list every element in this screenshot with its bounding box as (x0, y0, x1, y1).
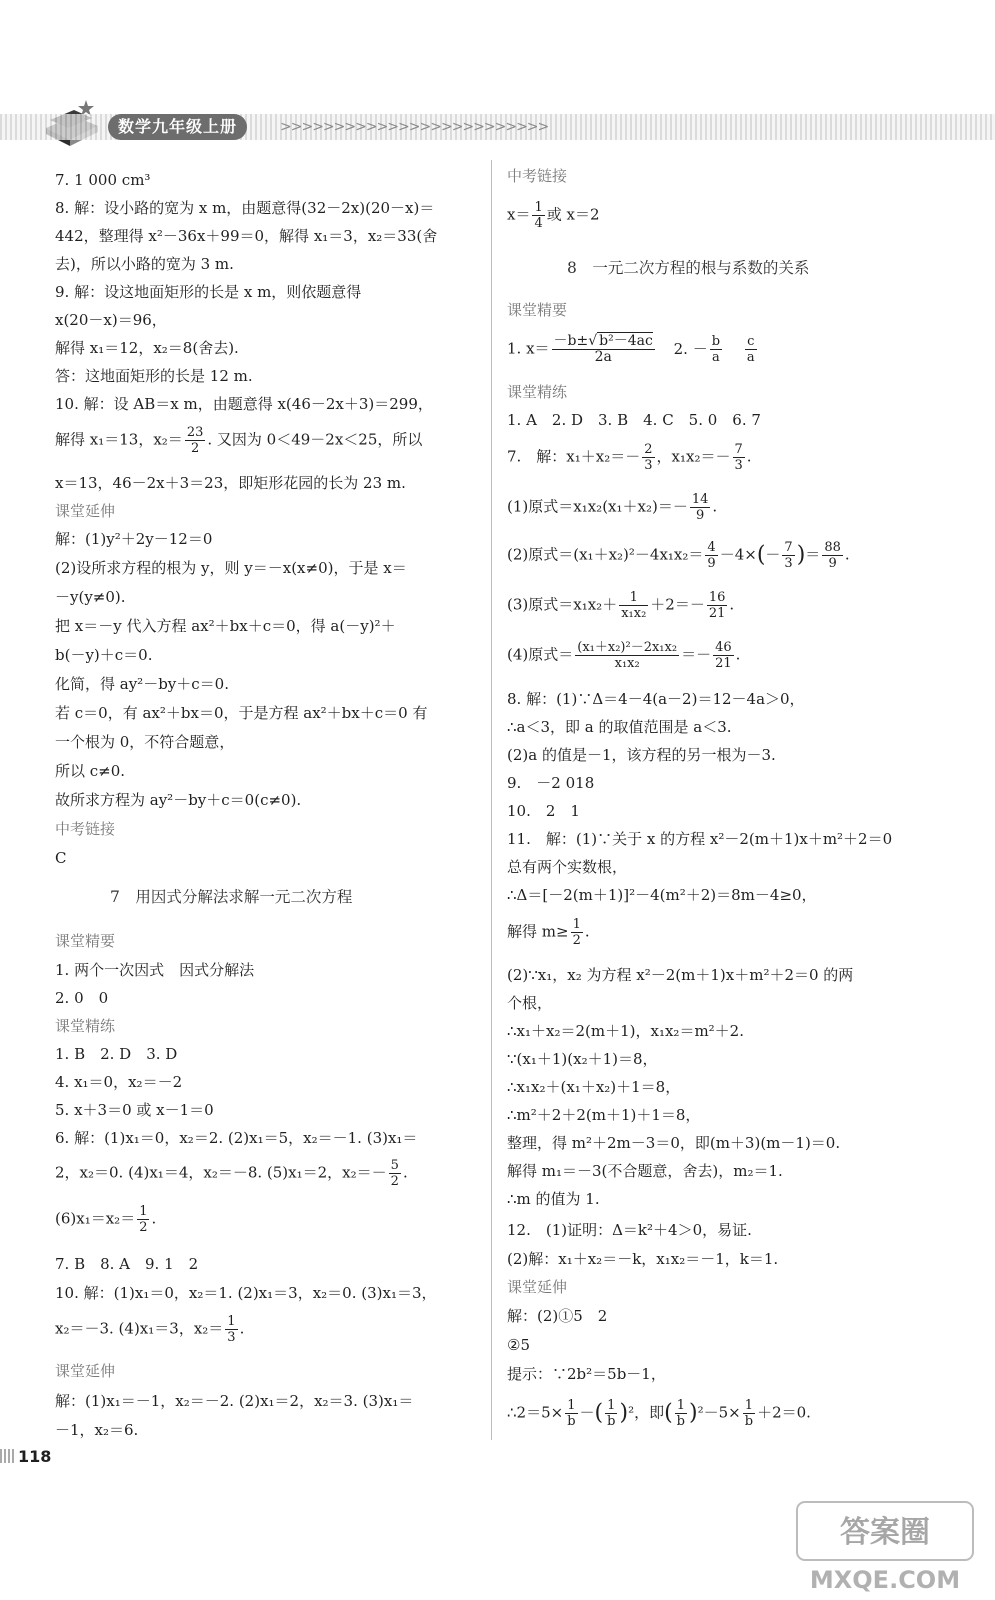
answer-line: 7. 1 000 cm³ (55, 171, 151, 189)
answer-line: (1)原式＝x₁x₂(x₁＋x₂)＝－ $\frac{14}{9}$ . (507, 492, 718, 523)
answer-line: －1，x₂＝6. (55, 1421, 139, 1439)
section-heading: 课堂精要 (507, 301, 568, 319)
answer-line: ∴x₁＋x₂＝2(m＋1)，x₁x₂＝m²＋2. (507, 1022, 744, 1040)
answer-line: 个根， (507, 994, 553, 1012)
section-heading: 中考链接 (55, 820, 116, 838)
watermark-text: 答案圈 (840, 1515, 930, 1550)
lesson-title: 7 用因式分解法求解一元二次方程 (110, 888, 353, 906)
page-header (0, 98, 995, 150)
answer-line: (2)∵x₁，x₂ 为方程 x²－2(m＋1)x＋m²＋2＝0 的两 (507, 966, 854, 984)
answer-line: 去)，所以小路的宽为 3 m. (55, 255, 234, 273)
section-heading: 课堂延伸 (55, 1362, 116, 1380)
answer-line: 答：这地面矩形的长是 12 m. (55, 367, 253, 385)
answer-line: 9. －2 018 (507, 774, 595, 792)
lesson-title: 8 一元二次方程的根与系数的关系 (567, 259, 810, 277)
answer-line: (2)原式＝(x₁＋x₂)²－4x₁x₂＝ $\frac{4}{9}$ －4×(－ $\frac{7}{3}$ )＝ $\frac{88}{9}$ . (507, 540, 850, 571)
answer-line: 10. 解：(1)x₁＝0，x₂＝1. (2)x₁＝3，x₂＝0. (3)x₁＝3， (55, 1284, 437, 1302)
answer-line: ∴a＜3，即 a 的取值范围是 a＜3. (507, 718, 732, 736)
answer-line: ∴Δ＝[－2(m＋1)]²－4(m²＋2)＝8m－4≥0， (507, 886, 817, 904)
answer-line: 11. 解：(1)∵关于 x 的方程 x²－2(m＋1)x＋m²＋2＝0 (507, 830, 893, 848)
answer-line: 1. A 2. D 3. B 4. C 5. 0 6. 7 (507, 411, 761, 429)
answer-line: 若 c＝0，有 ax²＋bx＝0，于是方程 ax²＋bx＋c＝0 有 (55, 704, 428, 722)
answer-line: 解得 x₁＝12，x₂＝8(舍去). (55, 339, 239, 357)
section-heading: 课堂精要 (55, 932, 116, 950)
answer-line: 1. 两个一次因式 因式分解法 (55, 961, 255, 979)
answer-line: (3)原式＝x₁x₂＋ $\frac{1}{\text{x₁x₂}}$ ＋2＝－ $\frac{16}{21}$ . (507, 590, 735, 621)
section-heading: 课堂精练 (507, 383, 568, 401)
answer-line: 故所求方程为 ay²－by＋c＝0(c≠0). (55, 791, 302, 809)
section-heading: 课堂精练 (55, 1017, 116, 1035)
answer-line: (2)设所求方程的根为 y，则 y＝－x(x≠0)，于是 x＝ (55, 559, 407, 577)
answer-line: 解得 m≥ $\frac{1}{2}$ . (507, 917, 590, 948)
answer-line: x＝13，46－2x＋3＝23，即矩形花园的长为 23 m. (55, 474, 406, 492)
page-number: 118 (18, 1447, 52, 1466)
answer-line: 把 x＝－y 代入方程 ax²＋bx＋c＝0，得 a(－y)²＋ (55, 617, 396, 635)
answer-line: 解：(2)①5 2 (507, 1307, 608, 1325)
answer-line: ∴m²＋2＋2(m＋1)＋1＝8， (507, 1106, 701, 1124)
answer-line: 4. x₁＝0，x₂＝－2 (55, 1073, 183, 1091)
section-heading: 中考链接 (507, 167, 568, 185)
answer-line: 化简，得 ay²－by＋c＝0. (55, 675, 229, 693)
answer-line: (6)x₁＝x₂＝ $\frac{1}{2}$ . (55, 1204, 157, 1235)
answer-line: 提示：∵2b²＝5b－1， (507, 1365, 666, 1383)
answer-line: 整理，得 m²＋2m－3＝0，即(m＋3)(m－1)＝0. (507, 1134, 841, 1152)
answer-line: －y(y≠0). (55, 588, 126, 606)
answer-line: 一个根为 0，不符合题意， (55, 733, 235, 751)
column-divider (491, 160, 492, 1440)
answer-line: 解得 m₁＝－3(不合题意，舍去)，m₂＝1. (507, 1162, 783, 1180)
answer-line: C (55, 849, 67, 867)
answer-line: 总有两个实数根， (507, 858, 628, 876)
answer-line: x＝ $\frac{1}{4}$ 或 x＝2 (507, 200, 600, 231)
section-heading: 课堂延伸 (55, 502, 116, 520)
answer-line: 12. (1)证明：Δ＝k²＋4＞0，易证. (507, 1221, 752, 1239)
answer-line: (2)解：x₁＋x₂＝－k，x₁x₂＝－1，k＝1. (507, 1250, 779, 1268)
answer-line: 10. 解：设 AB＝x m，由题意得 x(46－2x＋3)＝299， (55, 395, 433, 413)
answer-line: (4)原式＝ $\frac{\text{(x₁＋x₂)²－2x₁x₂}}{\text{x₁x₂}}$ ＝－ $\frac{46}{21}$ . (507, 640, 741, 671)
answer-line: 9. 解：设这地面矩形的长是 x m，则依题意得 (55, 283, 362, 301)
answer-line: 解：(1)y²＋2y－12＝0 (55, 530, 213, 548)
answer-line: 解：(1)x₁＝－1，x₂＝－2. (2)x₁＝2，x₂＝3. (3)x₁＝ (55, 1392, 414, 1410)
watermark-logo (795, 1500, 975, 1595)
answer-line: ∵(x₁＋1)(x₂＋1)＝8， (507, 1050, 658, 1068)
page-number-bars (0, 1449, 16, 1463)
answer-line: 7. B 8. A 9. 1 2 (55, 1255, 199, 1273)
answer-line: 所以 c≠0. (55, 762, 126, 780)
answer-line: 10. 2 1 (507, 802, 580, 820)
answer-line: 解得 x₁＝13，x₂＝ $\frac{23}{2}$ . 又因为 0＜49－2x＜25，所以 (55, 425, 423, 456)
section-heading: 课堂延伸 (507, 1278, 568, 1296)
header-title: 数学九年级上册 (108, 114, 247, 140)
answer-line: 7. 解：x₁＋x₂＝－ $\frac{2}{3}$ ，x₁x₂＝－ $\frac{7}{3}$ . (507, 442, 752, 473)
answer-line: 442，整理得 x²－36x＋99＝0，解得 x₁＝3，x₂＝33(舍 (55, 227, 438, 245)
header-chevrons: >>>>>>>>>>>>>>>>>>>>>>>>> (280, 119, 549, 135)
watermark-url: MXQE.COM (809, 1566, 961, 1594)
answer-line: ②5 (507, 1336, 530, 1354)
answer-line: b(－y)＋c＝0. (55, 646, 153, 664)
answer-line: 5. x＋3＝0 或 x－1＝0 (55, 1101, 214, 1119)
answer-line: 6. 解：(1)x₁＝0，x₂＝2. (2)x₁＝5，x₂＝－1. (3)x₁＝ (55, 1129, 418, 1147)
answer-line: 2. 0 0 (55, 989, 109, 1007)
answer-line: ∴m 的值为 1. (507, 1190, 600, 1208)
answer-line: 2，x₂＝0. (4)x₁＝4，x₂＝－8. (5)x₁＝2，x₂＝－ $\frac{5}{2}$ . (55, 1158, 408, 1189)
answer-line: ∴2＝5× $\frac{1}{b}$ －( $\frac{1}{b}$ )²，即( $\frac{1}{b}$ )²－5× $\frac{1}{b}$ ＋2＝0. (507, 1398, 811, 1429)
answer-line: (2)a 的值是－1，该方程的另一根为－3. (507, 746, 776, 764)
answer-line: 1. B 2. D 3. D (55, 1045, 178, 1063)
answer-line: 1. x＝ $\frac{\text{－b±√ b²－4ac}}{2a}$ 2. － $\frac{b}{a}$ $\frac{c}{a}$ (507, 333, 755, 365)
answer-line: ∴x₁x₂＋(x₁＋x₂)＋1＝8， (507, 1078, 681, 1096)
answer-line: 8. 解：设小路的宽为 x m，由题意得(32－2x)(20－x)＝ (55, 199, 435, 217)
answer-line: x(20－x)＝96， (55, 311, 167, 329)
answer-line: x₂＝－3. (4)x₁＝3，x₂＝ $\frac{1}{3}$ . (55, 1314, 245, 1345)
answer-line: 8. 解：(1)∵Δ＝4－4(a－2)＝12－4a＞0， (507, 690, 805, 708)
